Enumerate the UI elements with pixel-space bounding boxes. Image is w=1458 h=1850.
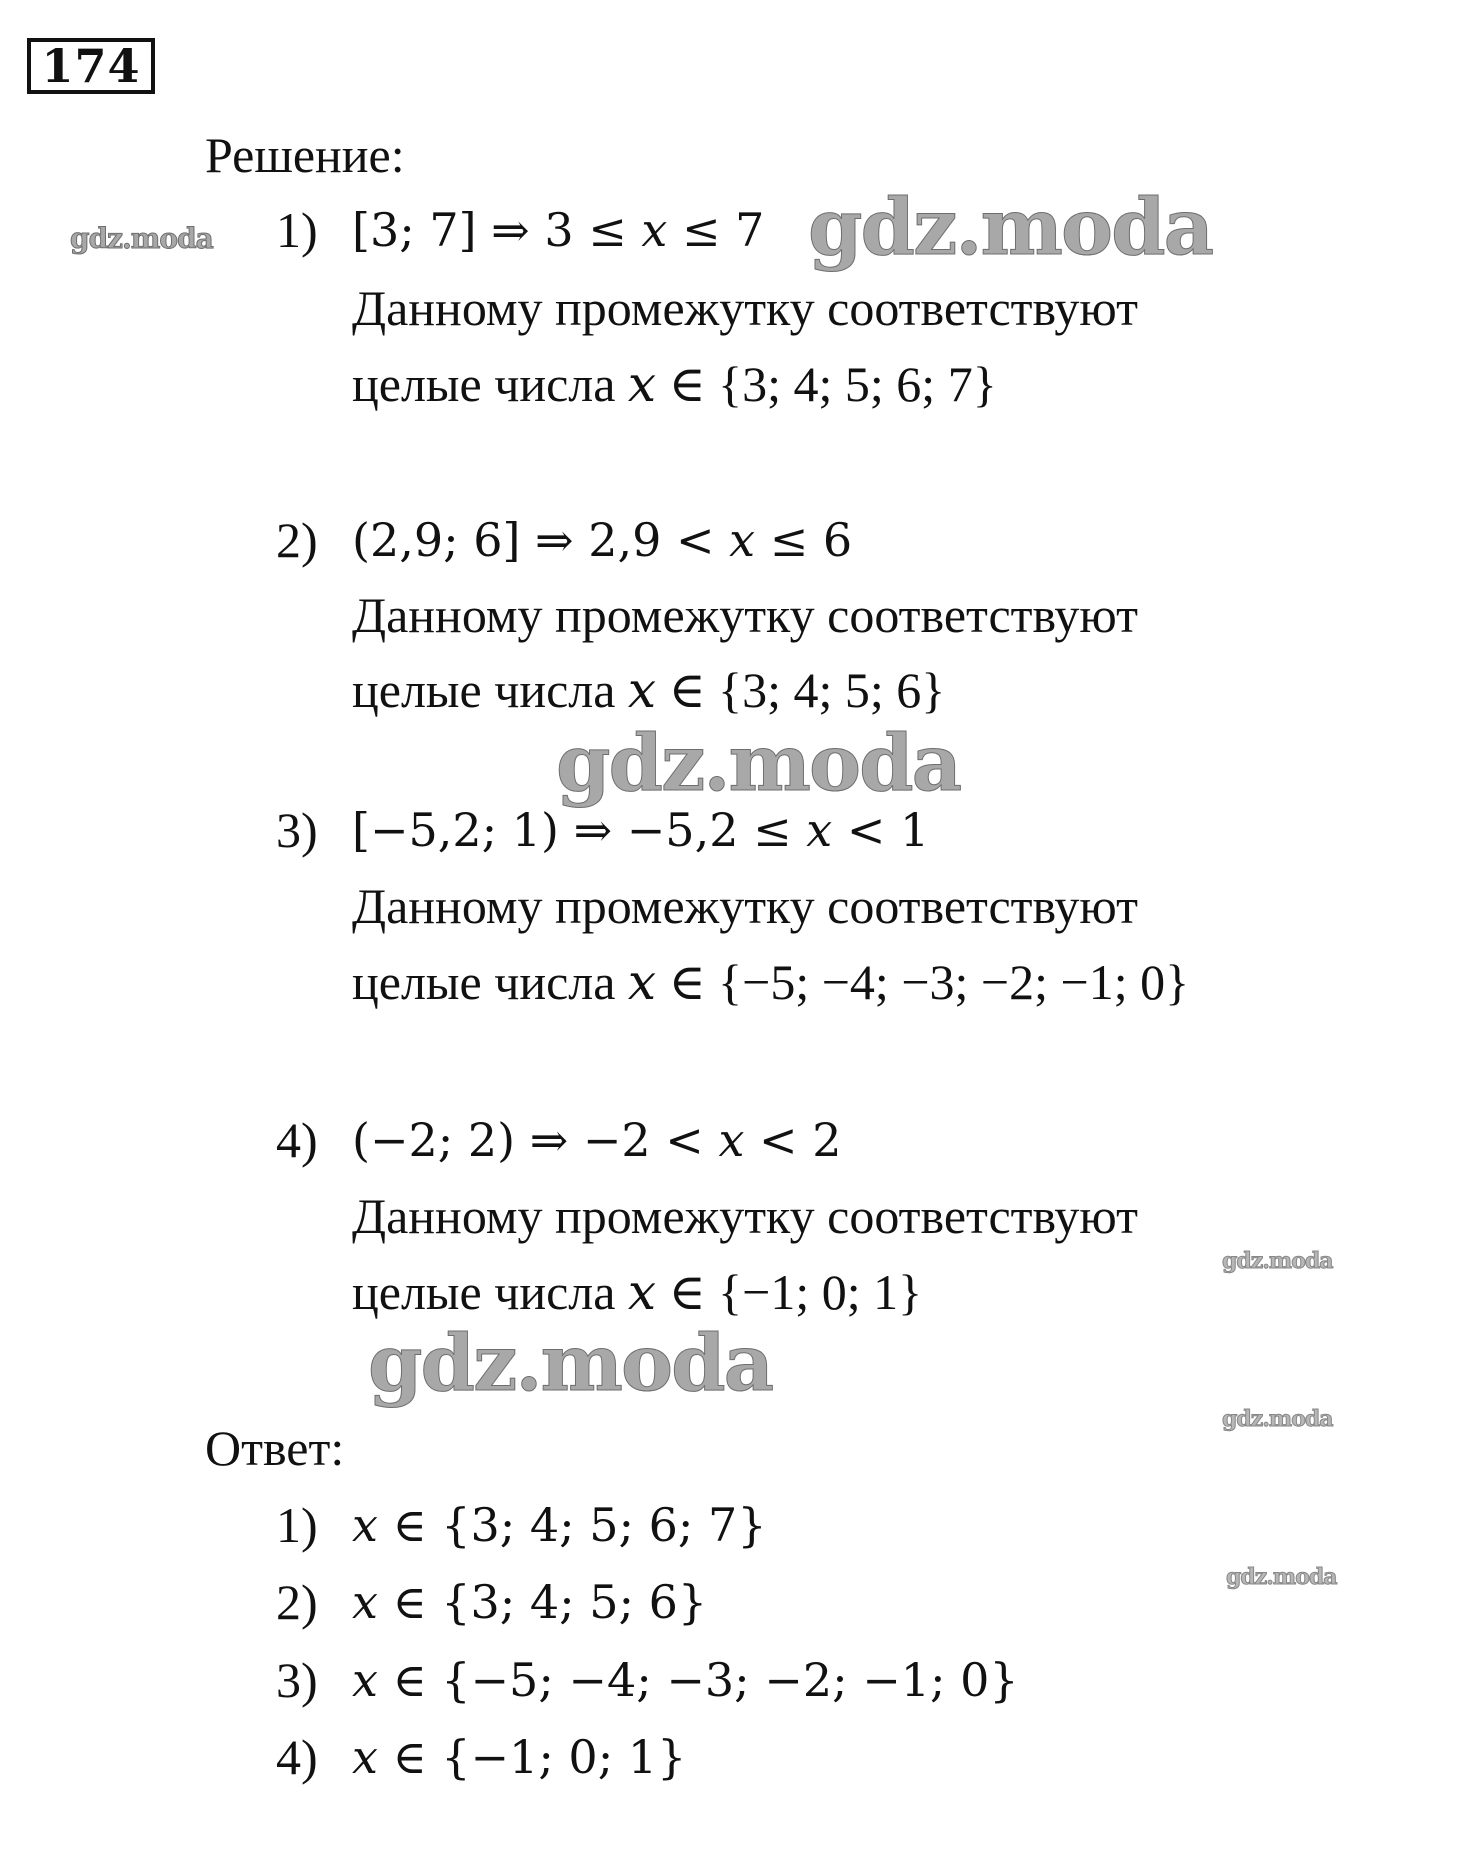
solution-3-interval: [−5,2; 1) ⇒ −5,2 ≤ 𝑥 < 1 — [352, 803, 930, 857]
solution-4-interval: (−2; 2) ⇒ −2 < 𝑥 < 2 — [352, 1113, 842, 1167]
solution-heading: Решение: — [205, 127, 405, 183]
watermark-top: gdz.moda — [808, 182, 1213, 273]
watermark-tiny-3: gdz.moda — [1226, 1564, 1337, 1590]
answer-2-value: 𝑥 ∈ {3; 4; 5; 6} — [352, 1575, 708, 1629]
watermark-tiny-1: gdz.moda — [1222, 1248, 1333, 1274]
solution-1-number: 1) — [276, 202, 318, 258]
solution-3-text: Данному промежутку соответствуют — [352, 878, 1138, 934]
solution-2-number: 2) — [276, 512, 318, 568]
problem-number-box: 174 — [27, 38, 155, 94]
solution-2-interval: (2,9; 6] ⇒ 2,9 < 𝑥 ≤ 6 — [352, 513, 853, 567]
solution-4-integers: целые числа 𝑥 ∈ {−1; 0; 1} — [352, 1264, 923, 1320]
solution-1-interval: [3; 7] ⇒ 3 ≤ 𝑥 ≤ 7 — [352, 203, 765, 257]
solution-4-text: Данному промежутку соответствуют — [352, 1188, 1138, 1244]
solution-3-integers: целые числа 𝑥 ∈ {−5; −4; −3; −2; −1; 0} — [352, 954, 1190, 1010]
answer-2-number: 2) — [276, 1574, 318, 1630]
watermark-tiny-2: gdz.moda — [1222, 1406, 1333, 1432]
watermark-middle: gdz.moda — [556, 718, 961, 809]
answer-4-value: 𝑥 ∈ {−1; 0; 1} — [352, 1730, 687, 1784]
answer-4-number: 4) — [276, 1729, 318, 1785]
solution-4-number: 4) — [276, 1112, 318, 1168]
solution-3-number: 3) — [276, 802, 318, 858]
answer-1-value: 𝑥 ∈ {3; 4; 5; 6; 7} — [352, 1498, 767, 1552]
solution-2-integers: целые числа 𝑥 ∈ {3; 4; 5; 6} — [352, 662, 946, 718]
answer-3-number: 3) — [276, 1652, 318, 1708]
answer-heading: Ответ: — [205, 1420, 345, 1476]
answer-1-number: 1) — [276, 1497, 318, 1553]
solution-1-integers: целые числа 𝑥 ∈ {3; 4; 5; 6; 7} — [352, 356, 997, 412]
watermark-small-left: gdz.moda — [70, 222, 213, 255]
solution-1-text: Данному промежутку соответствуют — [352, 280, 1138, 336]
watermark-lower: gdz.moda — [368, 1318, 773, 1409]
solution-2-text: Данному промежутку соответствуют — [352, 587, 1138, 643]
answer-3-value: 𝑥 ∈ {−5; −4; −3; −2; −1; 0} — [352, 1653, 1019, 1707]
